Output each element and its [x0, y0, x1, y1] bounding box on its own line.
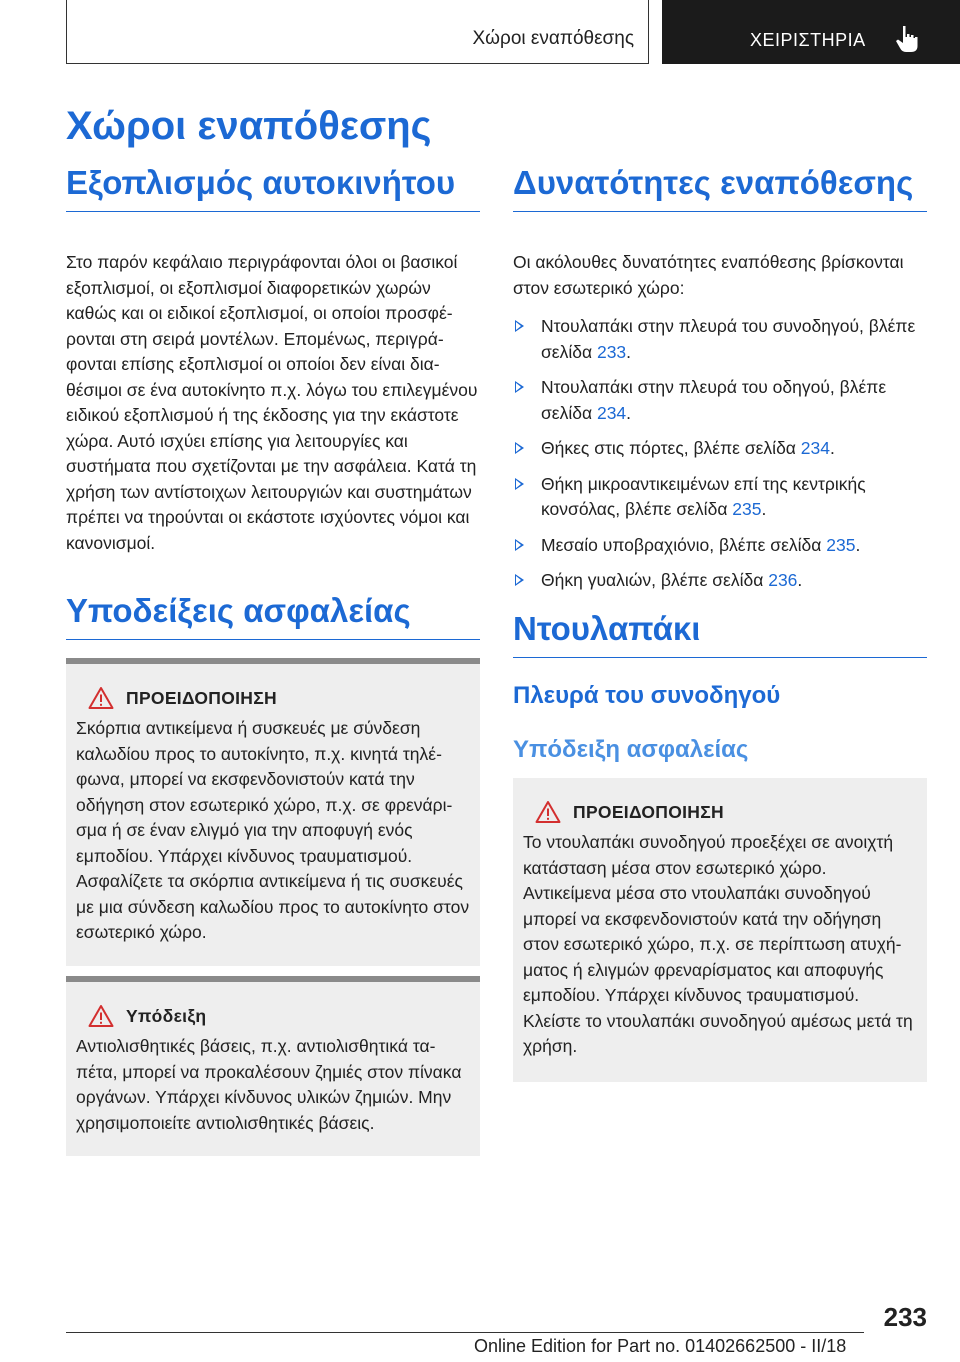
list-item: Θήκες στις πόρτες, βλέπε σελίδα 234.: [513, 436, 927, 462]
equipment-text: Στο παρόν κεφάλαιο περιγράφονται όλοι οι βασικοί εξοπλισμοί, οι εξοπλισμοί διαφορετικών χωρών καθώς και οι ειδικοί εξοπλισμοί, οι οποίοι προσφέρονται στη σειρά μοντέλων. Επομένως, περιγράφονται επίσης εξοπλισμοί οι οποίοι δεν είναι διαθέσιμοι σε ένα αυτοκίνητο π.χ. λόγω του επιλεγμένου ειδικού εξοπλισμού ή της έκδοσης για την εκάστοτε χώρα. Αυτό ισχύει επίσης για λειτουργίες και συστήματα που σχετίζονται με την ασφάλεια. Κατά τη χρήση των αντίστοιχων λειτουργιών και συστημάτων πρέπει να τηρούνται οι εκάστοτε ισχύοντες νόμοι και κανονισμοί.: [66, 252, 478, 553]
warning-box-glovebox: [513, 778, 927, 1082]
header-section-box: [66, 0, 649, 64]
hand-pointer-icon: [894, 24, 920, 54]
storage-options-list: [513, 314, 927, 604]
note-title: Υπόδειξη: [126, 1006, 207, 1026]
safety-hint-heading: Υπόδειξη ασφαλείας: [513, 736, 749, 763]
warning-triangle-icon: [88, 1004, 114, 1028]
warning-title: ΠΡΟΕΙΔΟΠΟΙΗΣΗ: [573, 802, 724, 822]
header-chapter-tab[interactable]: [662, 0, 960, 64]
page-link[interactable]: 234: [596, 402, 627, 423]
list-item: Ντουλαπάκι στην πλευρά του συνοδηγού, βλέπε σελίδα 233.: [513, 314, 927, 365]
page-link[interactable]: 233: [596, 341, 627, 362]
list-item: Θήκη γυαλιών, βλέπε σελίδα 236.: [513, 568, 927, 594]
warning-box-loose-objects: [66, 658, 480, 966]
equipment-heading: Εξοπλισμός αυτοκινήτου: [66, 164, 480, 212]
warning-triangle-icon: [88, 686, 114, 710]
bullet-triangle-icon: [515, 478, 524, 490]
page-link[interactable]: 234: [800, 438, 830, 458]
bullet-triangle-icon: [515, 320, 524, 332]
page-number: 233: [883, 1302, 927, 1332]
warning-text: Σκόρπια αντικείμενα ή συσκευές με σύνδεση καλωδίου προς το αυτοκίνητο, π.χ. κινητά τηλέφωνα, μπορεί να εκσφενδονιστούν κατά την οδήγηση στον εσωτερικό χώρο, π.χ. σε φρενάρισμα ή σε έναν ελιγμό για την αποφυγή ενός εμποδίου. Υπάρχει κίνδυνος τραυματισμού. Ασφαλίζετε τα σκόρπια αντικείμενα ή τις συσκευές με μια σύνδεση καλωδίου προς το αυτοκίνητο στον εσωτερικό χώρο.: [76, 718, 470, 942]
warning-text: Το ντουλαπάκι συνοδηγού προεξέχει σε ανοιχτή κατάσταση μέσα στον εσωτερικό χώρο. Αντικείμενα μέσα στο ντουλαπάκι συνοδηγού μπορεί να εκσφενδονιστούν κατά την οδήγηση στον εσωτερικό χώρο, π.χ. σε περίπτωση ατυχήματος ή ελιγμών φρεναρίσματος και αποφυγής εμποδίου. Υπάρχει κίνδυνος τραυματισμού. Κλείστε το ντουλαπάκι συνοδηγού αμέσως μετά τη χρήση.: [523, 832, 913, 1056]
header-section-title: Χώροι εναπόθεσης: [472, 28, 634, 49]
safety-heading: Υποδείξεις ασφαλείας: [66, 592, 480, 640]
bullet-triangle-icon: [515, 442, 524, 454]
footer-edition: Online Edition for Part no. 01402662500 - II/18: [474, 1336, 847, 1356]
page-link[interactable]: 236: [768, 570, 798, 590]
bullet-triangle-icon: [515, 539, 524, 551]
list-item: Ντουλαπάκι στην πλευρά του οδηγού, βλέπε σελίδα 234.: [513, 375, 927, 426]
header-chapter-title: ΧΕΙΡΙΣΤΗΡΙΑ: [750, 30, 866, 50]
passenger-side-heading: Πλευρά του συνοδηγού: [513, 682, 781, 709]
storage-options-heading: Δυνατότητες εναπόθεσης: [513, 164, 927, 212]
footer-divider: [66, 1332, 864, 1333]
warning-title: ΠΡΟΕΙΔΟΠΟΙΗΣΗ: [126, 688, 277, 708]
storage-options-intro: Οι ακόλουθες δυνατότητες εναπόθεσης βρίσκονται στον εσωτερικό χώρο:: [513, 252, 904, 298]
page-title: Χώροι εναπόθεσης: [66, 104, 432, 148]
list-item: Θήκη μικροαντικειμένων επί της κεντρικής κονσόλας, βλέπε σελίδα 235.: [513, 472, 927, 523]
glovebox-heading: Ντουλαπάκι: [513, 610, 927, 658]
page-link[interactable]: 235: [732, 499, 762, 519]
bullet-triangle-icon: [515, 381, 524, 393]
bullet-triangle-icon: [515, 574, 524, 586]
page-link[interactable]: 235: [826, 534, 856, 555]
list-item: Μεσαίο υποβραχιόνιο, βλέπε σελίδα 235.: [513, 533, 927, 559]
warning-triangle-icon: [535, 800, 561, 824]
note-box-antislip: [66, 976, 480, 1156]
note-text: Αντιολισθητικές βάσεις, π.χ. αντιολισθητικά ταπέτα, μπορεί να προκαλέσουν ζημιές στον πίνακα οργάνων. Υπάρχει κίνδυνος υλικών ζημιών. Μην χρησιμοποιείτε αντιολισθητικές βάσεις.: [76, 1036, 462, 1133]
